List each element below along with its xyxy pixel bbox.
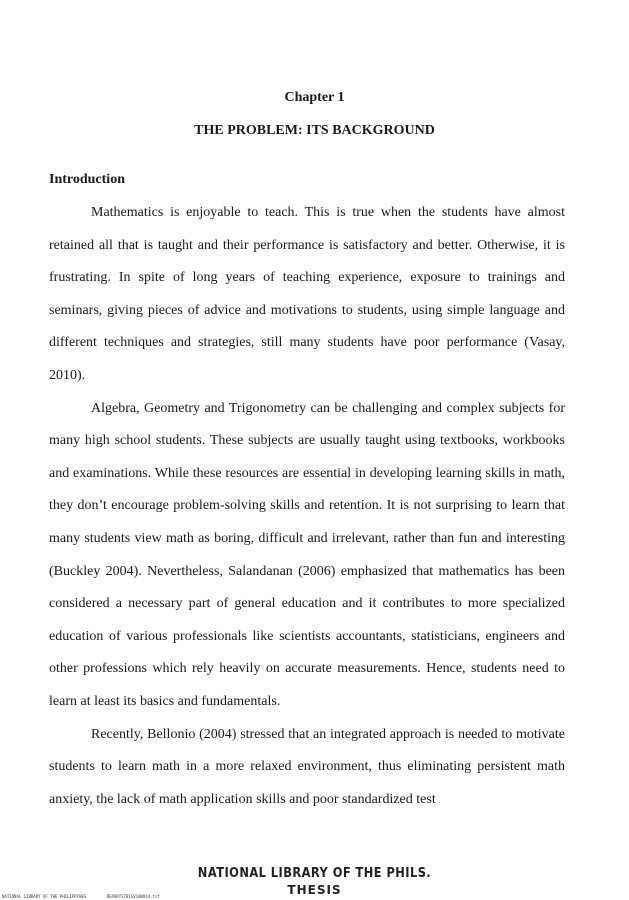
chapter-label: Chapter 1 [284,90,345,105]
footer-file-code: REPORTSTB1SV1AN914.tif [106,894,160,899]
scan-footer [2,894,178,899]
section-heading: Introduction [49,172,125,187]
thesis-stamp: THESIS [287,883,342,897]
chapter-title: THE PROBLEM: ITS BACKGROUND [194,123,435,138]
paragraph: Recently, Bellonio (2004) stressed that an integrated approach is needed to motivate students to learn math in a more relaxed environment, thus eliminating persistent math anxiety, the lack of math application skills and poor standardized test [49,726,565,807]
paragraph: Algebra, Geometry and Trigonometry can be challenging and complex subjects for many high school students. These subjects are usually taught using textbooks, workbooks and examinations. While these resources are essential in developing learning skills in math, they don’t encourage problem-solving skills and retention. It is not surprising to learn that many students view math as boring, difficult and irrelevant, rather than fun and interesting (Buckley 2004). Nevertheless, Salandanan (2006) emphasized that mathematics has been considered a necessary part of general education and it contributes to more specialized education of various professionals like scientists accountants, statisticians, engineers and other professions which rely heavily on accurate measurements. Hence, students need to learn at least its basics and fundamentals. [49,400,565,709]
body-text [49,197,565,816]
footer-library-text: NATIONAL LIBRARY OF THE PHILIPPINES [2,894,87,899]
paragraph: Mathematics is enjoyable to teach. This is true when the students have almost retained all that is taught and their performance is satisfactory and better. Otherwise, it is frustrating. In spite of long years of teaching experience, exposure to trainings and seminars, giving pieces of advice and motivations to students, using simple language and different techniques and strategies, still many students have poor performance (Vasay, 2010). [49,205,565,383]
library-stamp: NATIONAL LIBRARY OF THE PHILS. [197,866,432,881]
